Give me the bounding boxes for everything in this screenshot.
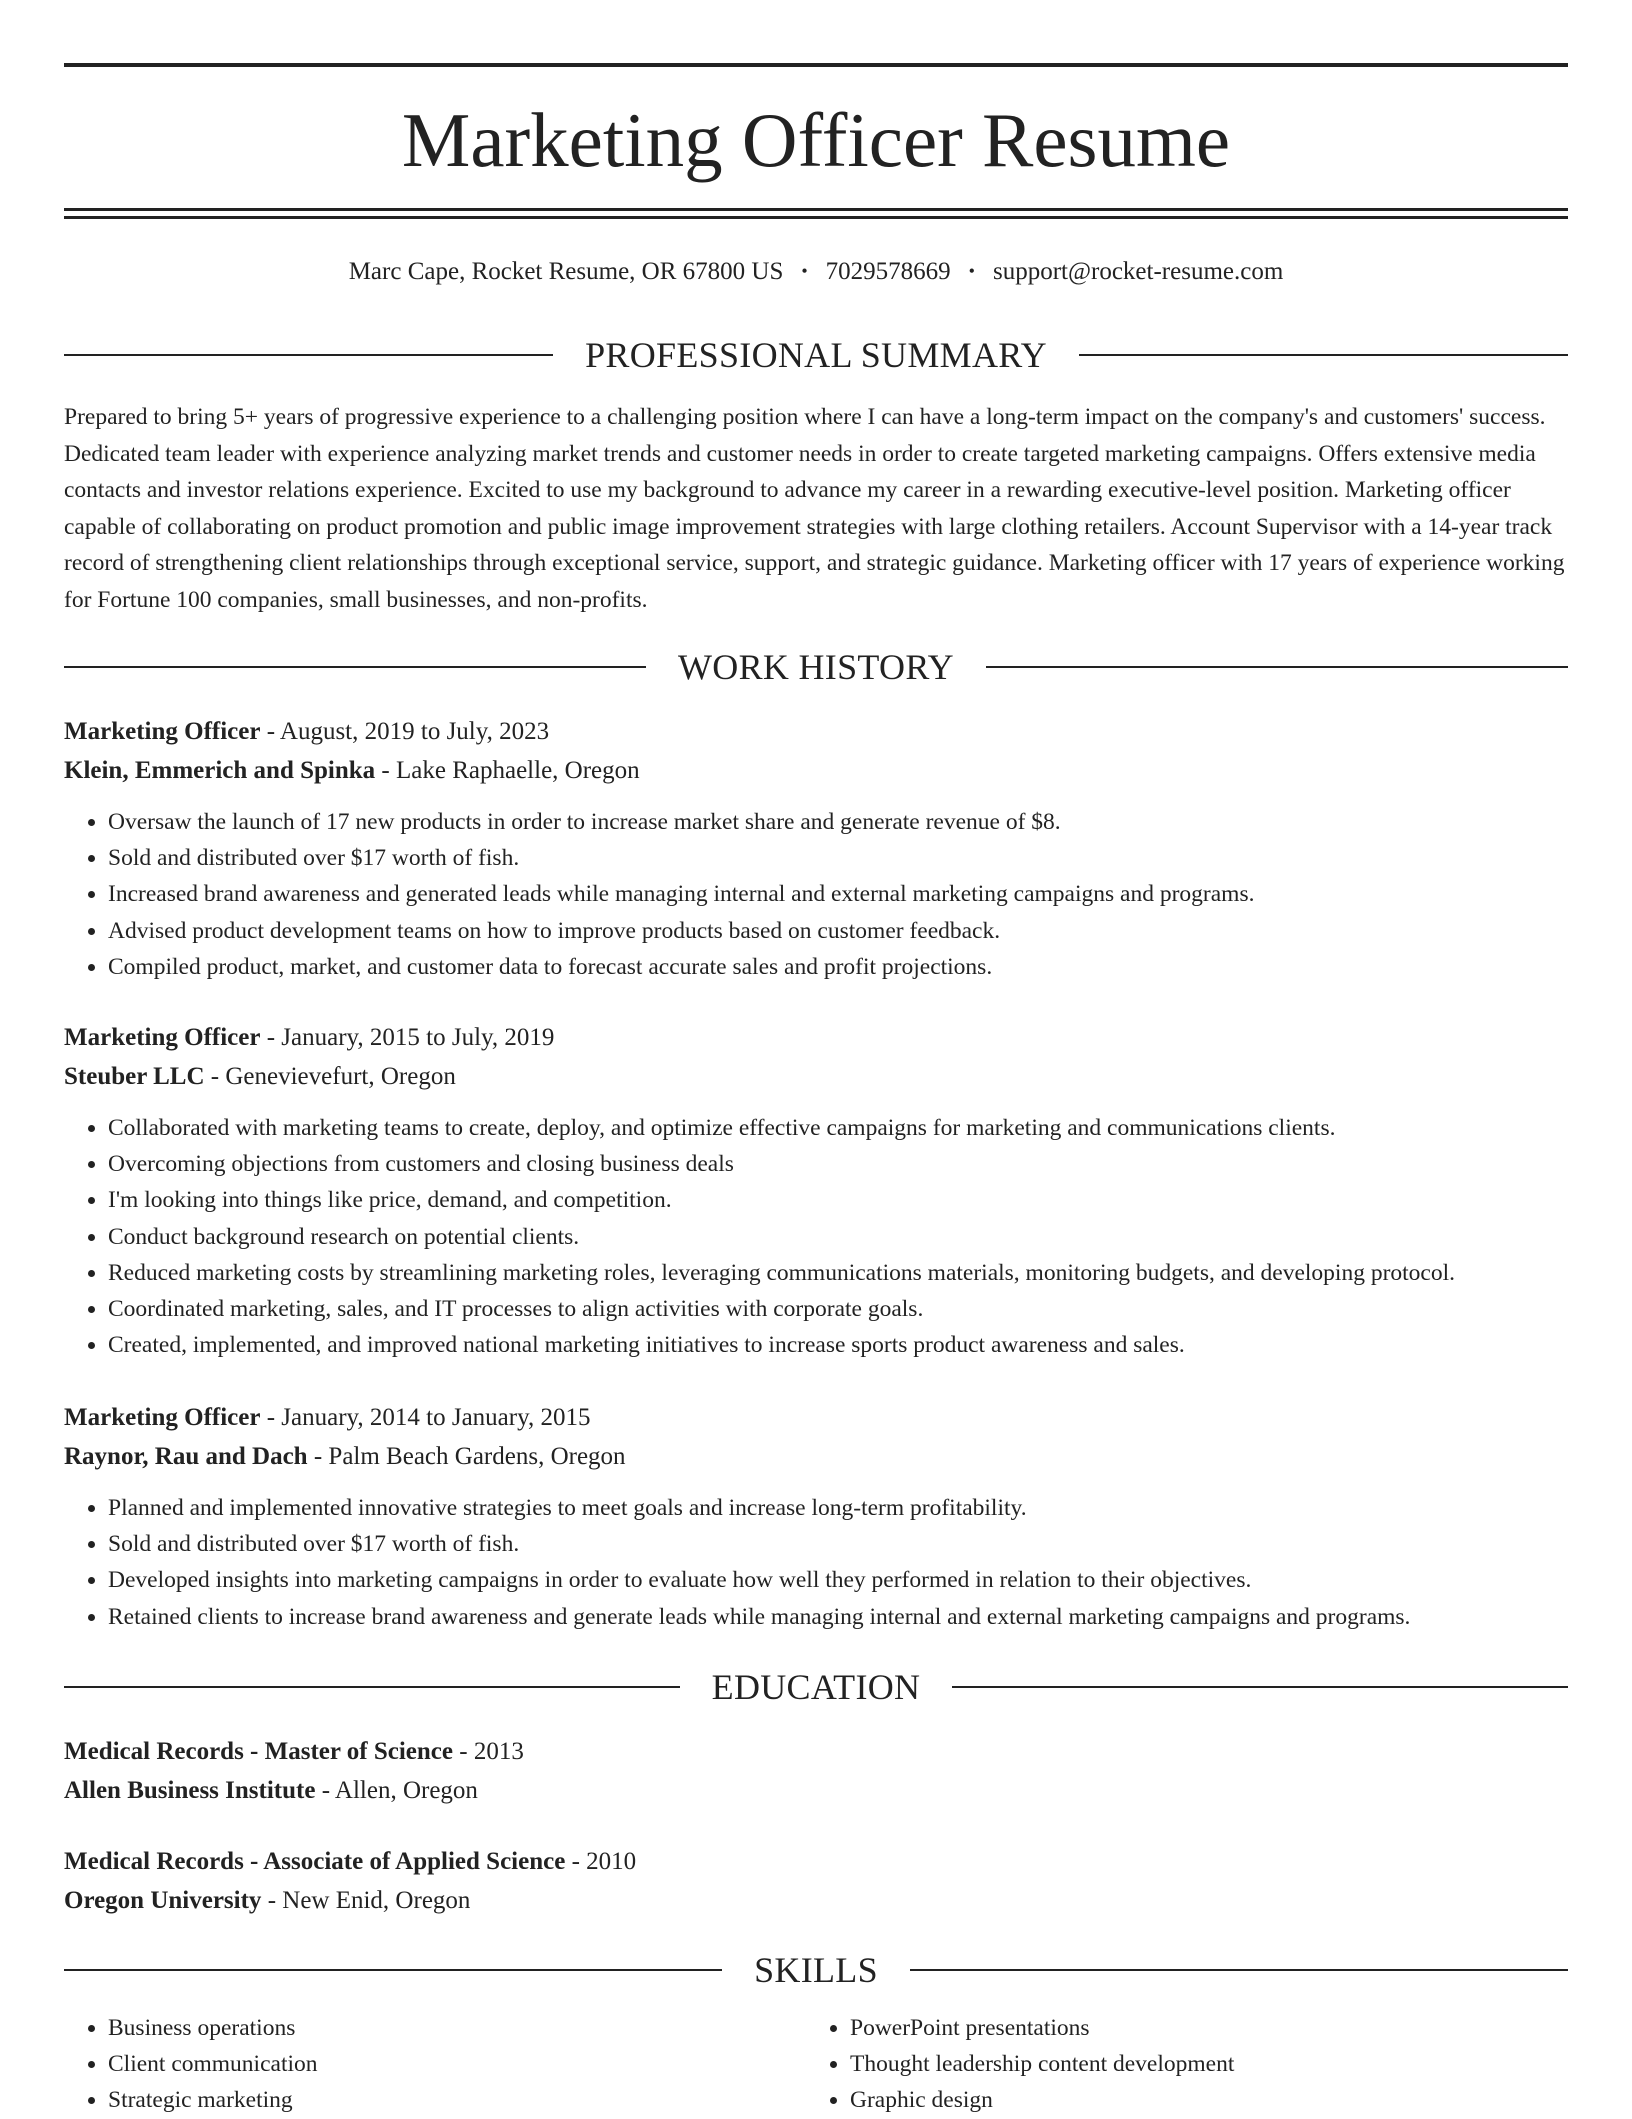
heading-rule [64, 666, 646, 668]
job-bullet: • Oversaw the launch of 17 new products in order to increase market share and generate revenue of $8. [108, 804, 1568, 840]
education-degree-line [64, 1732, 1568, 1771]
summary-heading [64, 333, 1568, 377]
job-company: Klein, Emmerich and Spinka [64, 757, 376, 784]
heading-rule [64, 354, 553, 356]
job-bullet: • I'm looking into things like price, demand, and competition. [108, 1182, 1568, 1218]
job-title-line [64, 1398, 1568, 1437]
heading-rule [1079, 354, 1568, 356]
education-school: Oregon University [64, 1887, 262, 1914]
job-title: Marketing Officer [64, 1024, 261, 1051]
contact-address: Marc Cape, Rocket Resume, OR 67800 US [348, 258, 784, 285]
education-degree: Medical Records - Associate of Applied Science [64, 1848, 566, 1875]
education-location: - New Enid, Oregon [261, 1887, 471, 1914]
education-entry [64, 1842, 1568, 1920]
contact-separator: • [968, 261, 975, 281]
skills-columns [64, 2010, 1568, 2119]
education-heading [64, 1665, 1568, 1709]
job-title: Marketing Officer [64, 1404, 261, 1431]
job-bullets [64, 1110, 1568, 1363]
job-title-line [64, 1018, 1568, 1057]
work-history-heading-label: WORK HISTORY [678, 647, 954, 687]
education-degree-line [64, 1842, 1568, 1881]
job-bullet: • Reduced marketing costs by streamlining marketing roles, leveraging communications materials, monitoring budgets, and developing protocol. [108, 1255, 1568, 1291]
education-location: - Allen, Oregon [315, 1777, 478, 1804]
skills-heading-label: SKILLS [754, 1950, 878, 1990]
job-company: Steuber LLC [64, 1063, 205, 1090]
job-bullet: • Created, implemented, and improved national marketing initiatives to increase sports product awareness and sales. [108, 1327, 1568, 1363]
job-bullet: • Overcoming objections from customers and closing business deals [108, 1146, 1568, 1182]
contact-phone: 7029578669 [825, 258, 951, 285]
heading-rule [952, 1686, 1568, 1688]
education-school: Allen Business Institute [64, 1777, 316, 1804]
education-school-line [64, 1771, 1568, 1810]
education-year: - 2013 [453, 1738, 524, 1765]
job-location: - Palm Beach Gardens, Oregon [307, 1443, 626, 1470]
education-degree: Medical Records - Master of Science [64, 1738, 453, 1765]
job-bullet: • Coordinated marketing, sales, and IT processes to align activities with corporate goals. [108, 1291, 1568, 1327]
heading-rule [64, 1969, 722, 1971]
job-bullet: • Planned and implemented innovative strategies to meet goals and increase long-term profitability. [108, 1490, 1568, 1526]
skills-heading [64, 1948, 1568, 1992]
skill-item: • PowerPoint presentations [850, 2010, 1548, 2046]
summary-heading-label: PROFESSIONAL SUMMARY [585, 335, 1047, 375]
contact-line [64, 254, 1568, 289]
job-entry [64, 712, 1568, 985]
job-dates: - January, 2015 to July, 2019 [260, 1024, 555, 1051]
job-dates: - August, 2019 to July, 2023 [260, 718, 550, 745]
job-company: Raynor, Rau and Dach [64, 1443, 308, 1470]
job-bullet: • Sold and distributed over $17 worth of fish. [108, 1526, 1568, 1562]
job-bullet: • Increased brand awareness and generated leads while managing internal and external marketing campaigns and programs. [108, 876, 1568, 912]
skill-item: • Client communication [108, 2046, 806, 2082]
job-title-line [64, 712, 1568, 751]
job-bullet: • Developed insights into marketing campaigns in order to evaluate how well they performed in relation to their objectives. [108, 1562, 1568, 1598]
job-entry [64, 1018, 1568, 1363]
education-year: - 2010 [565, 1848, 637, 1875]
job-company-line [64, 1437, 1568, 1476]
top-rule [64, 63, 1568, 67]
job-dates: - January, 2014 to January, 2015 [260, 1404, 591, 1431]
education-heading-label: EDUCATION [711, 1667, 921, 1707]
title-rule-lower [64, 216, 1568, 219]
job-entry [64, 1398, 1568, 1635]
job-bullet: • Conduct background research on potential clients. [108, 1219, 1568, 1255]
job-bullet: • Retained clients to increase brand awareness and generate leads while managing internal and external marketing campaigns and programs. [108, 1599, 1568, 1635]
heading-rule [986, 666, 1568, 668]
work-history-heading [64, 645, 1568, 689]
skill-item: • Graphic design [850, 2082, 1548, 2118]
skills-list-left [64, 2010, 806, 2119]
skills-list-right [806, 2010, 1548, 2119]
job-bullet: • Compiled product, market, and customer data to forecast accurate sales and profit projections. [108, 949, 1568, 985]
education-entry [64, 1732, 1568, 1810]
job-bullets [64, 1490, 1568, 1635]
job-company-line [64, 751, 1568, 790]
job-bullets [64, 804, 1568, 985]
contact-email: support@rocket-resume.com [992, 258, 1284, 285]
heading-rule [64, 1686, 680, 1688]
contact-separator: • [801, 261, 808, 281]
job-location: - Lake Raphaelle, Oregon [375, 757, 640, 784]
job-bullet: • Sold and distributed over $17 worth of fish. [108, 840, 1568, 876]
skill-item: • Strategic marketing [108, 2082, 806, 2118]
job-bullet: • Advised product development teams on how to improve products based on customer feedback. [108, 913, 1568, 949]
summary-text: Prepared to bring 5+ years of progressive experience to a challenging position where I can have a long-term impact on the company's and customers' success. Dedicated team leader with experience analyzing market trends and customer needs in order to create targeted marketing campaigns. Offers extensive media contacts and investor relations experience. Excited to use my background to advance my career in a rewarding executive-level position. Marketing officer capable of collaborating on product promotion and public image improvement strategies with large clothing retailers. Account Supervisor with a 14-year track record of strengthening client relationships through exceptional service, support, and strategic guidance. Marketing officer with 17 years of experience working for Fortune 100 companies, small businesses, and non-profits. [64, 404, 1565, 613]
job-company-line [64, 1057, 1568, 1096]
job-title: Marketing Officer [64, 718, 261, 745]
skill-item: • Thought leadership content development [850, 2046, 1548, 2082]
title-rule-upper [64, 208, 1568, 211]
education-school-line [64, 1881, 1568, 1920]
heading-rule [910, 1969, 1568, 1971]
job-location: - Genevievefurt, Oregon [204, 1063, 456, 1090]
resume-title: Marketing Officer Resume [401, 97, 1231, 183]
job-bullet: • Collaborated with marketing teams to create, deploy, and optimize effective campaigns for marketing and communications clients. [108, 1110, 1568, 1146]
skill-item: • Business operations [108, 2010, 806, 2046]
